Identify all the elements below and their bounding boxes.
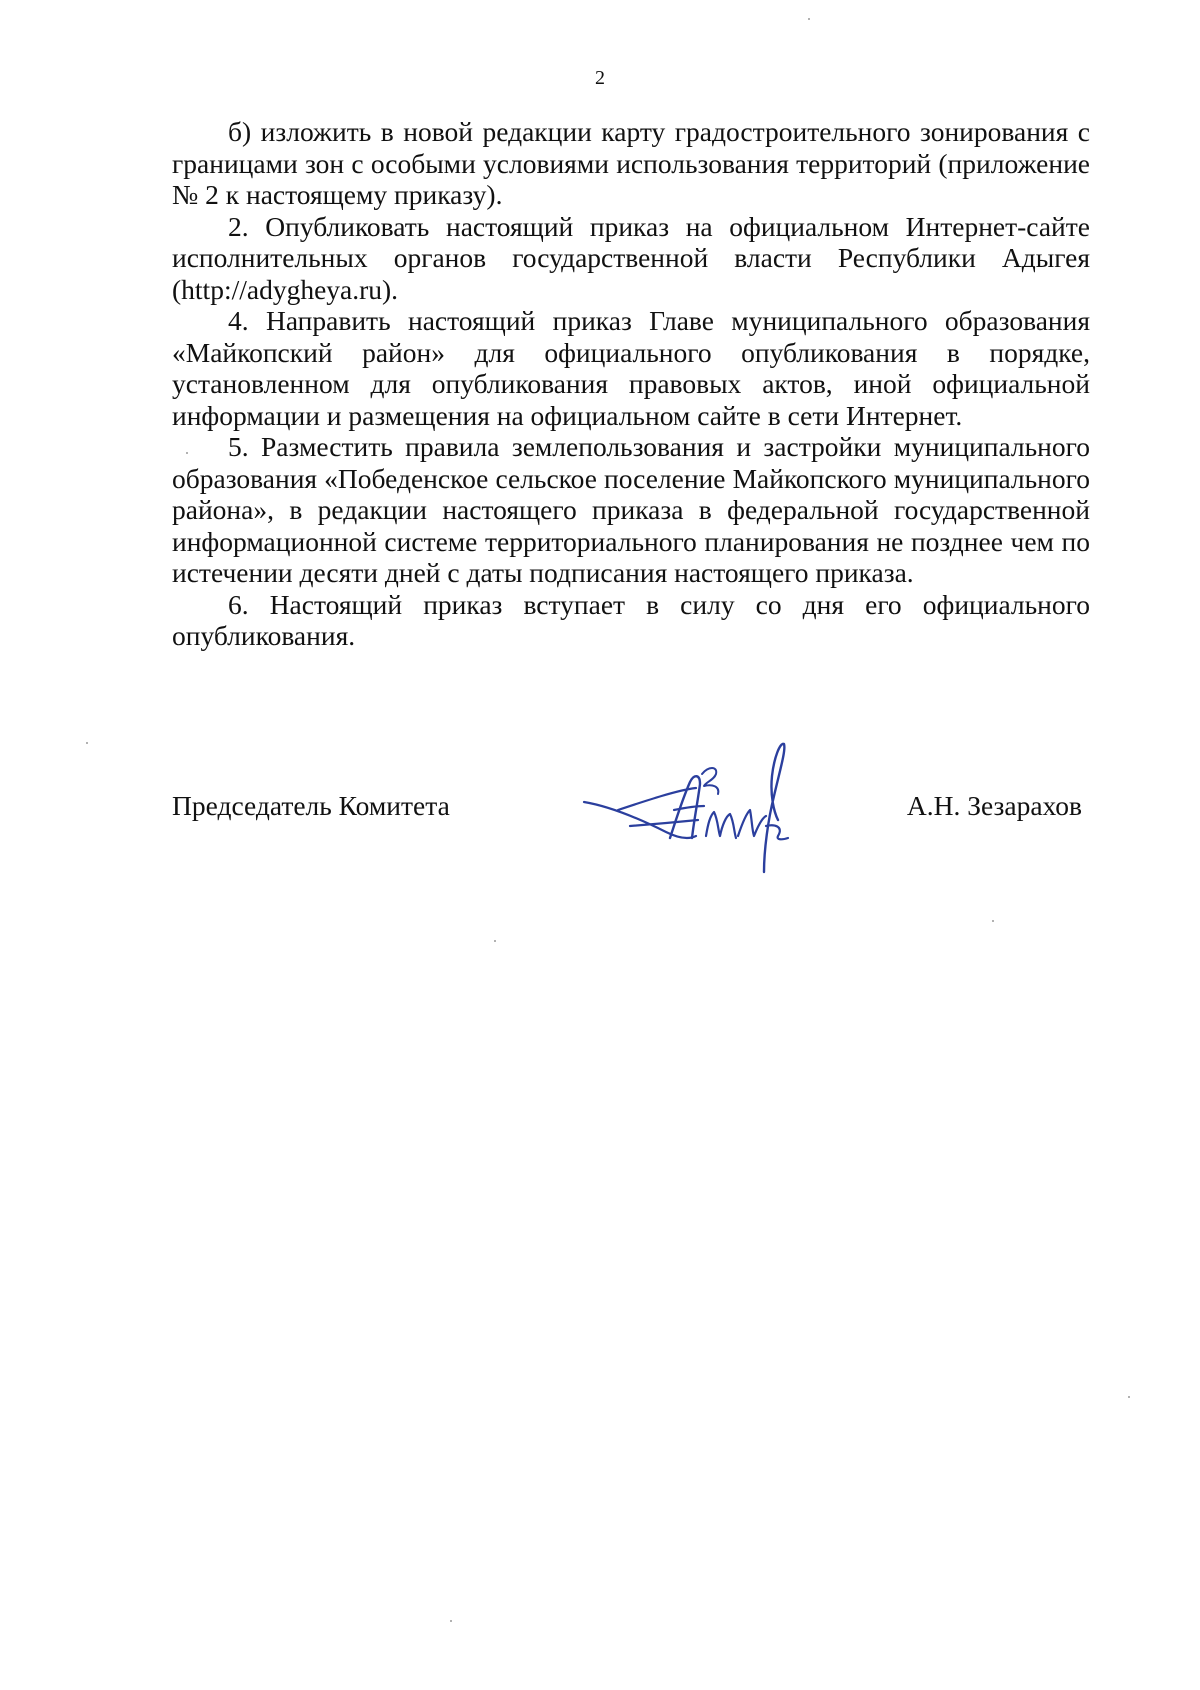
paragraph-5: 5. Разместить правила землепользования и застройки муниципального образования «Победенское сельское поселение Майкопского муниципального района», в редакции настоящего приказа в федеральной государственной информационной системе территориального планирования не позднее чем по истечении десяти дней с даты подписания настоящего приказа. xyxy=(172,431,1090,588)
paragraph-1b: б) изложить в новой редакции карту градостроительного зонирования с границами зон с особыми условиями использования территорий (приложение № 2 к настоящему приказу). xyxy=(172,116,1090,210)
paragraph-6: 6. Настоящий приказ вступает в силу со дня его официального опубликования. xyxy=(172,588,1090,651)
page-number: 2 xyxy=(595,67,605,89)
signatory-name: А.Н. Зезарахов xyxy=(906,790,1082,821)
signatory-title: Председатель Комитета xyxy=(172,790,450,821)
handwritten-signature-icon xyxy=(578,740,808,880)
paragraph-4: 4. Направить настоящий приказ Главе муниципального образования «Майкопский район» для официального опубликования в порядке, установленном для опубликования правовых актов, иной официальной информации и размещения на официальном сайте в сети Интернет. xyxy=(172,305,1090,431)
paragraph-2: 2. Опубликовать настоящий приказ на официальном Интернет-сайте исполнительных органов государственной власти Республики Адыгея (http://adygheya.ru). xyxy=(172,210,1090,305)
document-body xyxy=(172,116,1090,652)
